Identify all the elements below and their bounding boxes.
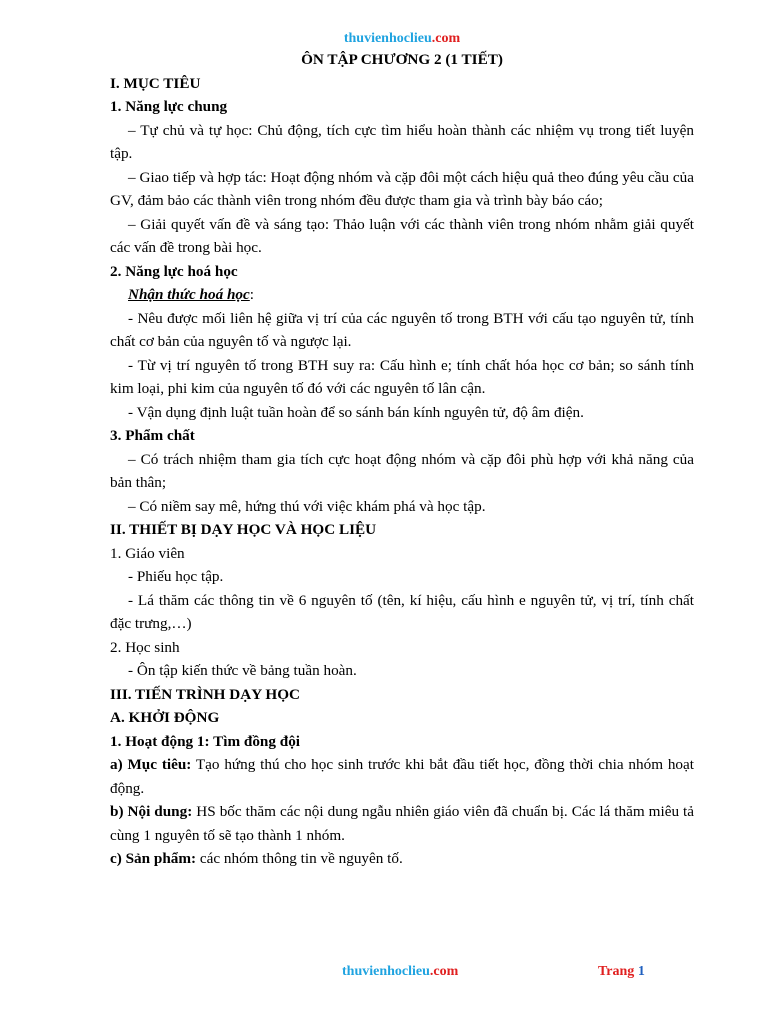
paragraph: – Có niềm say mê, hứng thú với việc khám phá và học tập. <box>128 497 486 515</box>
paragraph: - Vận dụng định luật tuần hoàn để so sánh bán kính nguyên tử, độ âm điện. <box>128 403 584 421</box>
colon: : <box>249 286 255 303</box>
product-label: c) Sản phẩm: <box>110 850 197 867</box>
paragraph: - Phiếu học tập. <box>128 568 224 585</box>
paragraph-product <box>110 847 694 871</box>
paragraph: – Giao tiếp và hợp tác: Hoạt động nhóm và cặp đôi một cách hiệu quả theo đúng yêu cầu của GV, đảm bảo các thành viên trong nhóm đều được tham gia và trình bày báo cáo; <box>110 168 694 209</box>
subheading-startup: A. KHỞI ĐỘNG <box>110 709 220 726</box>
page-label: Trang <box>598 964 638 979</box>
paragraph: - Từ vị trí nguyên tố trong BTH suy ra: Cấu hình e; tính chất hóa học cơ bản; so sánh tính kim loại, phi kim của nguyên tố đó với các nguyên tố lân cận. <box>110 356 694 397</box>
section-heading-objectives: I. MỤC TIÊU <box>110 74 201 92</box>
objective-label: a) Mục tiêu: <box>110 756 192 773</box>
paragraph: – Có trách nhiệm tham gia tích cực hoạt động nhóm và cặp đôi phù hợp với khả năng của bản thân; <box>110 450 694 491</box>
content-label: b) Nội dung: <box>110 803 193 820</box>
subheading-student: 2. Học sinh <box>110 638 180 656</box>
subheading-chemistry-competence: 2. Năng lực hoá học <box>110 262 238 280</box>
footer-site-link[interactable] <box>342 964 458 980</box>
document-title: ÔN TẬP CHƯƠNG 2 (1 TIẾT) <box>301 51 503 68</box>
paragraph-content <box>110 800 694 847</box>
footer-site-name: thuvienhoclieu <box>342 964 430 979</box>
subheading-teacher: 1. Giáo viên <box>110 544 185 562</box>
product-text: các nhóm thông tin về nguyên tố. <box>196 850 403 867</box>
document-page <box>110 30 694 871</box>
content-text: HS bốc thăm các nội dung ngẫu nhiên giáo viên đã chuẩn bị. Các lá thăm miêu tả cùng 1 nguyên tố sẽ tạo thành 1 nhóm. <box>110 803 694 844</box>
subheading-general-competence: 1. Năng lực chung <box>110 98 228 115</box>
paragraph <box>110 283 694 307</box>
section-heading-equipment: II. THIẾT BỊ DẠY HỌC VÀ HỌC LIỆU <box>110 521 377 538</box>
chemistry-awareness-label: Nhận thức hoá học <box>128 286 250 303</box>
subheading-activity-1: 1. Hoạt động 1: Tìm đồng đội <box>110 732 301 750</box>
page-number-value: 1 <box>637 964 645 979</box>
page-number <box>598 964 645 980</box>
subheading-qualities: 3. Phẩm chất <box>110 427 195 444</box>
paragraph: - Lá thăm các thông tin về 6 nguyên tố (tên, kí hiệu, cấu hình e nguyên tử, vị trí, tính chất đặc trưng,…) <box>110 591 694 632</box>
header-site-link[interactable] <box>110 30 694 48</box>
footer-site-domain: .com <box>429 964 459 979</box>
paragraph: – Giải quyết vấn đề và sáng tạo: Thảo luận với các thành viên trong nhóm nhằm giải quyết các vấn đề trong bài học. <box>110 215 694 256</box>
objective-text: Tạo hứng thú cho học sinh trước khi bắt đầu tiết học, đồng thời chia nhóm hoạt động. <box>110 756 694 797</box>
section-heading-process: III. TIẾN TRÌNH DẠY HỌC <box>110 685 301 703</box>
header-site-domain: .com <box>431 31 461 46</box>
header-site-name: thuvienhoclieu <box>343 31 432 46</box>
paragraph: - Nêu được mối liên hệ giữa vị trí của các nguyên tố trong BTH với cấu tạo nguyên tử, tính chất cơ bản của nguyên tố và ngược lại. <box>110 309 694 350</box>
paragraph: - Ôn tập kiến thức về bảng tuần hoàn. <box>128 662 357 679</box>
page-footer <box>0 964 768 984</box>
paragraph: – Tự chủ và tự học: Chủ động, tích cực tìm hiểu hoàn thành các nhiệm vụ trong tiết luyện tập. <box>110 121 694 162</box>
paragraph-objective <box>110 753 694 800</box>
